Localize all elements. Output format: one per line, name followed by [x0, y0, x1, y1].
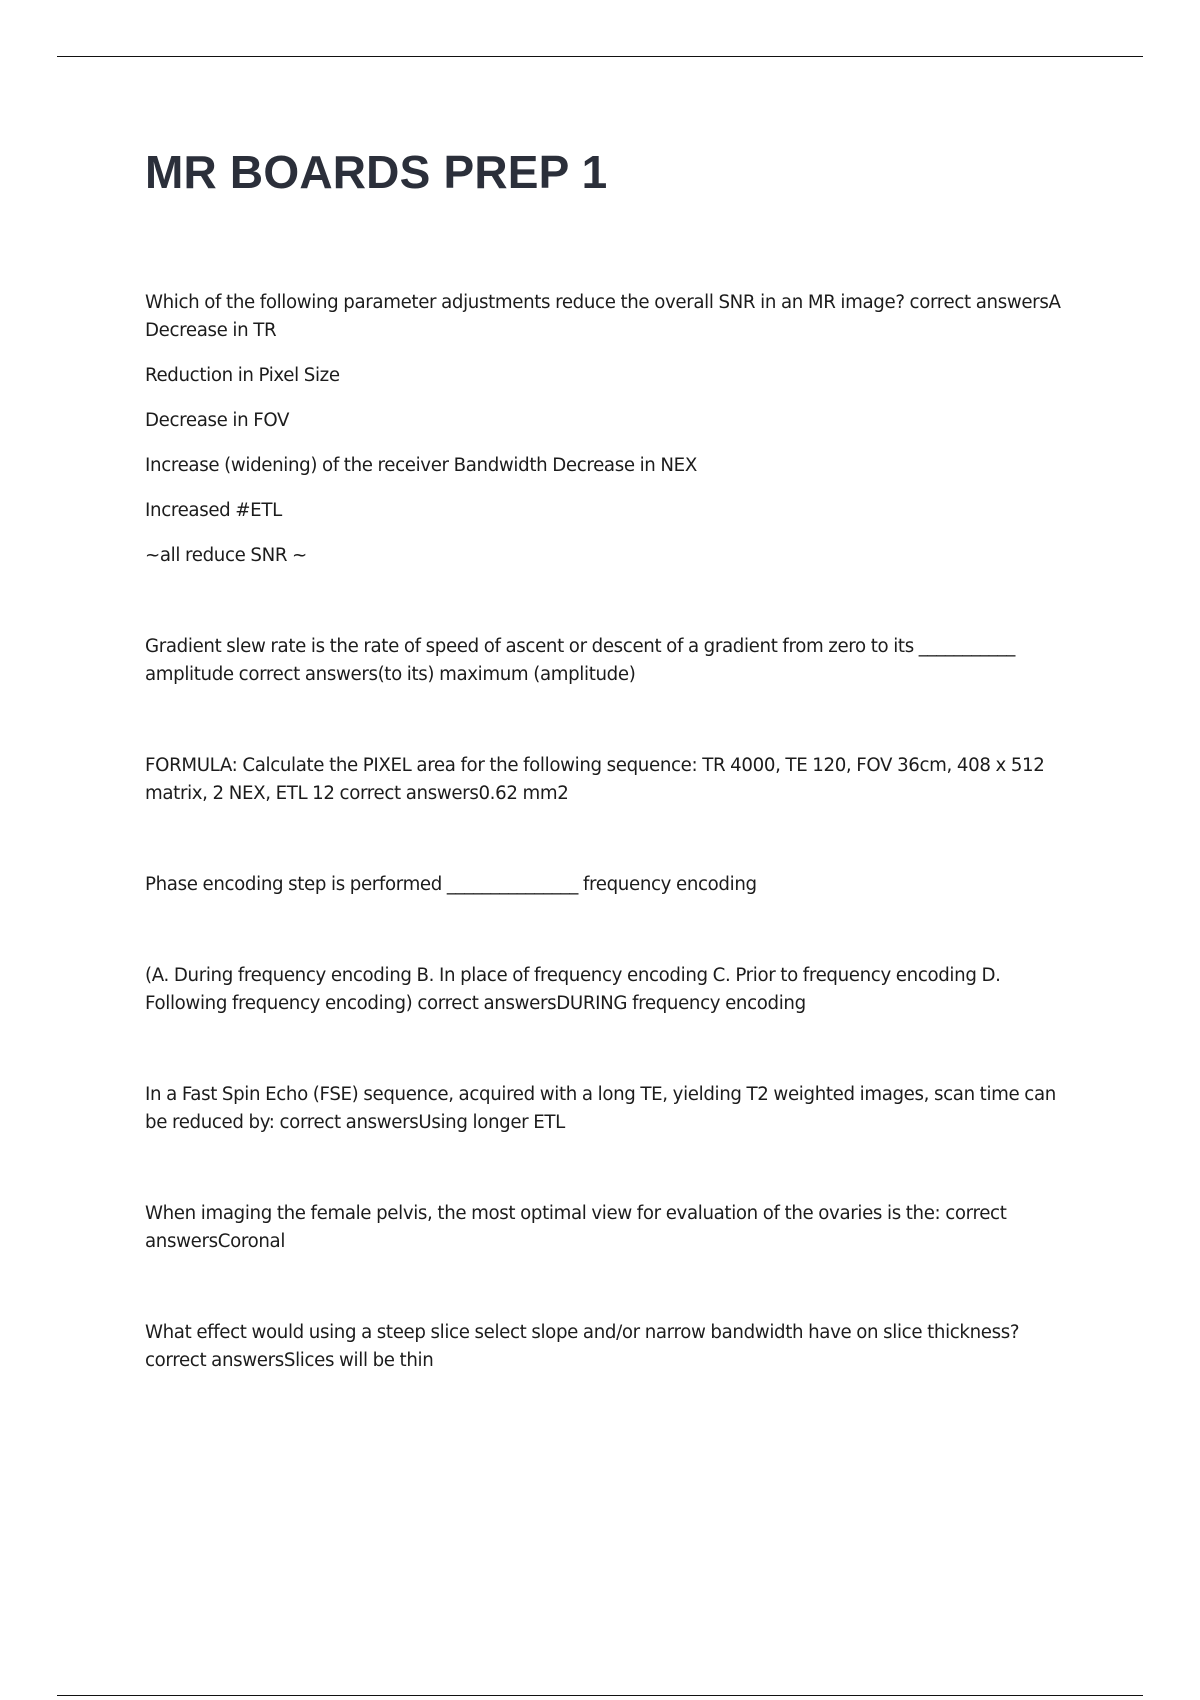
- answer-item: Decrease in FOV: [145, 410, 290, 431]
- document-title: MR BOARDS PREP 1: [145, 146, 608, 198]
- answer-item: Increased #ETL: [145, 500, 282, 521]
- question-paragraph: FORMULA: Calculate the PIXEL area for the following sequence: TR 4000, TE 120, FOV 36cm, 408 x 512 matrix, 2 NEX, ETL 12 correct answers0.62 mm2: [145, 755, 1045, 804]
- question-paragraph: When imaging the female pelvis, the most optimal view for evaluation of the ovaries is the: correct answersCoronal: [145, 1203, 1007, 1252]
- question-paragraph: What effect would using a steep slice select slope and/or narrow bandwidth have on slice thickness? correct answersSlices will be thin: [145, 1322, 1020, 1371]
- header-rule: [57, 56, 1143, 57]
- question-paragraph: Phase encoding step is performed _______________ frequency encoding: [145, 874, 757, 895]
- question-paragraph: In a Fast Spin Echo (FSE) sequence, acquired with a long TE, yielding T2 weighted images, scan time can be reduced by: correct answersUsing longer ETL: [145, 1084, 1056, 1133]
- answer-item: Increase (widening) of the receiver Bandwidth Decrease in NEX: [145, 455, 697, 476]
- footer-rule: [57, 1695, 1143, 1696]
- question-paragraph: Gradient slew rate is the rate of speed of ascent or descent of a gradient from zero to its ___________ amplitude correct answers(to its) maximum (amplitude): [145, 636, 1015, 685]
- answer-item: Reduction in Pixel Size: [145, 365, 340, 386]
- question-paragraph: (A. During frequency encoding B. In place of frequency encoding C. Prior to frequency encoding D. Following frequency encoding) correct answersDURING frequency encoding: [145, 965, 1001, 1014]
- document-body: [145, 289, 1080, 1375]
- answer-note: ~all reduce SNR ~: [145, 545, 307, 566]
- question-paragraph: Which of the following parameter adjustments reduce the overall SNR in an MR image? correct answersA Decrease in TR: [145, 292, 1061, 341]
